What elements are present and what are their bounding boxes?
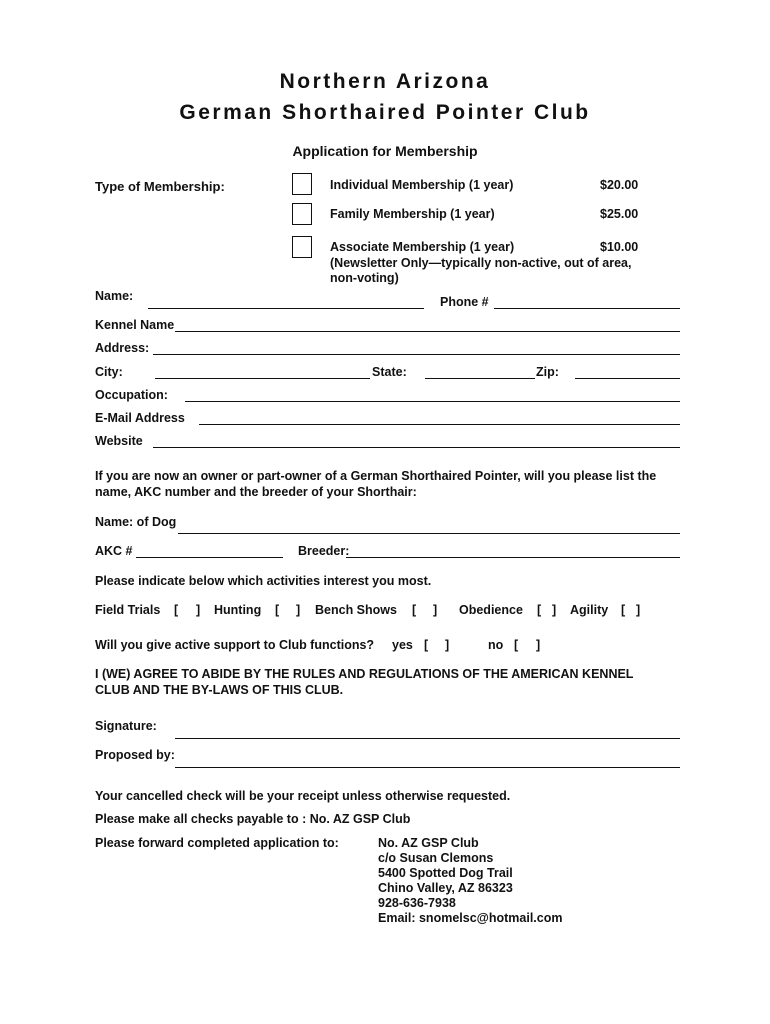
mailing-address-line-1: No. AZ GSP Club [378, 836, 479, 850]
associate-membership-note-2: non-voting) [330, 271, 399, 285]
obedience-label: Obedience [459, 603, 523, 617]
field-trials-label: Field Trials [95, 603, 161, 617]
signature-input-line[interactable] [175, 738, 680, 739]
kennel-name-label: Kennel Name [95, 318, 175, 332]
associate-membership-checkbox[interactable] [292, 236, 312, 258]
mailing-address-line-4: Chino Valley, AZ 86323 [378, 881, 513, 895]
form-subtitle: Application for Membership [292, 143, 478, 159]
proposed-by-label: Proposed by: [95, 748, 175, 762]
bench-shows-bracket-open[interactable]: [ [412, 603, 417, 617]
akc-label: AKC # [95, 544, 133, 558]
agility-bracket-open[interactable]: [ [621, 603, 626, 617]
proposed-by-input-line[interactable] [175, 767, 680, 768]
support-no-bracket-close[interactable]: ] [536, 638, 541, 652]
individual-membership-label: Individual Membership (1 year) [330, 178, 514, 192]
state-input-line[interactable] [425, 378, 535, 379]
zip-label: Zip: [536, 365, 559, 379]
associate-membership-note-1: (Newsletter Only—typically non-active, out of area, [330, 256, 632, 270]
receipt-note: Your cancelled check will be your receipt unless otherwise requested. [95, 789, 511, 803]
dog-intro-line-2: name, AKC number and the breeder of your Shorthair: [95, 485, 417, 499]
contact-email: Email: snomelsc@hotmail.com [378, 911, 563, 925]
checks-payable-note: Please make all checks payable to : No. AZ GSP Club [95, 812, 411, 826]
occupation-label: Occupation: [95, 388, 168, 402]
support-no-bracket-open[interactable]: [ [514, 638, 519, 652]
zip-input-line[interactable] [575, 378, 680, 379]
dog-name-input-line[interactable] [178, 533, 680, 534]
email-input-line[interactable] [199, 424, 680, 425]
mailing-address-line-3: 5400 Spotted Dog Trail [378, 866, 513, 880]
activities-prompt: Please indicate below which activities interest you most. [95, 574, 432, 588]
city-input-line[interactable] [155, 378, 370, 379]
breeder-label: Breeder: [298, 544, 350, 558]
dog-intro-line-1: If you are now an owner or part-owner of a German Shorthaired Pointer, will you please list the [95, 469, 657, 483]
state-label: State: [372, 365, 407, 379]
akc-input-line[interactable] [136, 557, 283, 558]
agreement-line-2: CLUB AND THE BY-LAWS OF THIS CLUB. [95, 683, 344, 697]
agreement-line-1: I (WE) AGREE TO ABIDE BY THE RULES AND REGULATIONS OF THE AMERICAN KENNEL [95, 667, 634, 681]
forward-application-label: Please forward completed application to: [95, 836, 339, 850]
individual-membership-price: $20.00 [600, 178, 639, 192]
field-trials-bracket-open[interactable]: [ [174, 603, 179, 617]
website-input-line[interactable] [153, 447, 680, 448]
city-label: City: [95, 365, 123, 379]
address-label: Address: [95, 341, 150, 355]
bench-shows-bracket-close[interactable]: ] [433, 603, 438, 617]
name-label: Name: [95, 289, 134, 303]
hunting-bracket-close[interactable]: ] [296, 603, 301, 617]
signature-label: Signature: [95, 719, 157, 733]
hunting-bracket-open[interactable]: [ [275, 603, 280, 617]
bench-shows-label: Bench Shows [315, 603, 397, 617]
name-input-line[interactable] [148, 308, 424, 309]
obedience-bracket-open[interactable]: [ [537, 603, 542, 617]
breeder-input-line[interactable] [346, 557, 680, 558]
associate-membership-label: Associate Membership (1 year) [330, 240, 515, 254]
associate-membership-price: $10.00 [600, 240, 639, 254]
occupation-input-line[interactable] [185, 401, 680, 402]
support-no-label: no [488, 638, 504, 652]
website-label: Website [95, 434, 143, 448]
address-input-line[interactable] [153, 354, 680, 355]
support-question: Will you give active support to Club functions? [95, 638, 375, 652]
phone-label: Phone # [440, 295, 489, 309]
contact-phone: 928-636-7938 [378, 896, 456, 910]
membership-type-label: Type of Membership: [95, 179, 225, 194]
field-trials-bracket-close[interactable]: ] [196, 603, 201, 617]
support-yes-bracket-open[interactable]: [ [424, 638, 429, 652]
hunting-label: Hunting [214, 603, 262, 617]
phone-input-line[interactable] [494, 308, 680, 309]
support-yes-label: yes [392, 638, 413, 652]
dog-name-label: Name: of Dog [95, 515, 177, 529]
family-membership-checkbox[interactable] [292, 203, 312, 225]
mailing-address-line-2: c/o Susan Clemons [378, 851, 494, 865]
individual-membership-checkbox[interactable] [292, 173, 312, 195]
title-line-2: German Shorthaired Pointer Club [179, 101, 591, 124]
kennel-name-input-line[interactable] [175, 331, 680, 332]
obedience-bracket-close[interactable]: ] [552, 603, 557, 617]
agility-bracket-close[interactable]: ] [636, 603, 641, 617]
family-membership-label: Family Membership (1 year) [330, 207, 495, 221]
title-line-1: Northern Arizona [279, 70, 491, 93]
support-yes-bracket-close[interactable]: ] [445, 638, 450, 652]
email-label: E-Mail Address [95, 411, 185, 425]
family-membership-price: $25.00 [600, 207, 639, 221]
agility-label: Agility [570, 603, 609, 617]
